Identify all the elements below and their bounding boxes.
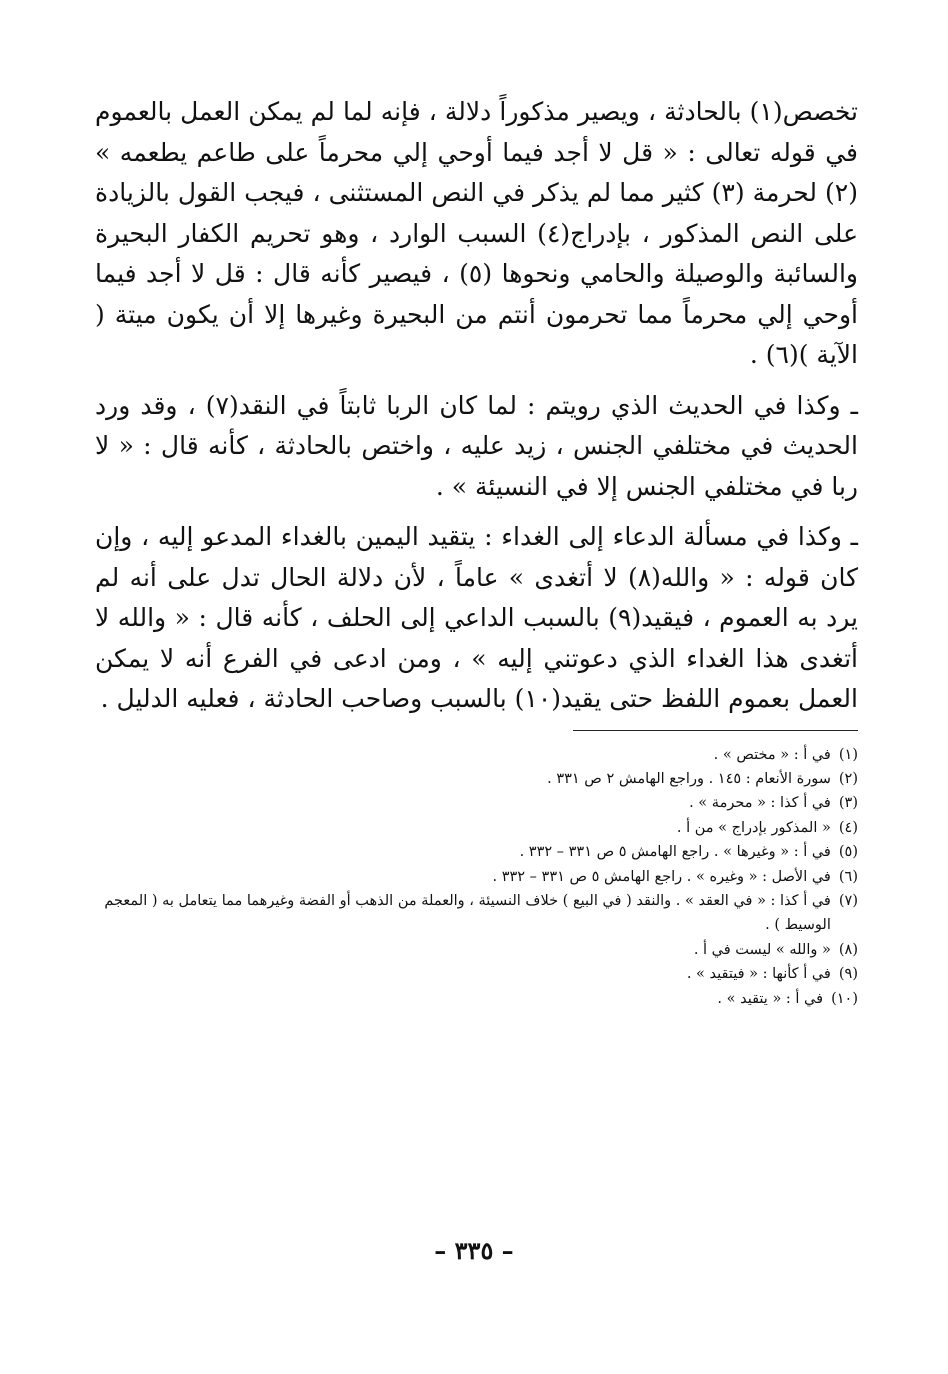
footnote-7	[95, 889, 858, 938]
footnote-separator	[573, 730, 858, 731]
footnote-number: (١)	[838, 746, 858, 763]
footnote-text: في الأصل : « وغيره » . راجع الهامش ٥ ص ٣٣١ – ٣٣٢ .	[492, 868, 831, 885]
footnote-number: (٤)	[838, 819, 858, 836]
footnote-10	[95, 987, 858, 1011]
footnote-2	[95, 767, 858, 791]
footnote-number: (٩)	[838, 966, 858, 983]
footnote-text: في أ كذا : « محرمة » .	[689, 795, 831, 812]
footnote-text: في أ : « مختص » .	[713, 746, 831, 763]
footnote-text: في أ كذا : « في العقد » . والنقد ( في البيع ) خلاف النسيئة ، والعملة من الذهب أو الفضة وغيرهما مما يتعامل به ( المعجم الوسيط ) .	[104, 892, 831, 934]
footnote-text: في أ : « يتقيد » .	[717, 990, 824, 1007]
footnote-number: (٨)	[838, 941, 858, 958]
footnote-3	[95, 791, 858, 815]
footnotes	[95, 743, 858, 1011]
footnote-4	[95, 816, 858, 840]
footnote-number: (٧)	[838, 892, 858, 909]
footnote-5	[95, 840, 858, 864]
footnote-text: سورة الأنعام : ١٤٥ . وراجع الهامش ٢ ص ٣٣١ .	[547, 770, 831, 787]
footnote-number: (١٠)	[831, 990, 858, 1007]
footnote-text: في أ كأنها : « فيتقيد » .	[686, 966, 831, 983]
footnote-9	[95, 962, 858, 986]
footnote-number: (٢)	[838, 770, 858, 787]
page-content	[95, 92, 858, 1011]
page-number: – ٣٣٥ –	[434, 1236, 514, 1265]
body-paragraph-3: ـ وكذا في مسألة الدعاء إلى الغداء : يتقيد اليمين بالغداء المدعو إليه ، وإن كان قوله : « والله(٨) لا أتغدى » عاماً ، لأن دلالة الحال تدل على أنه لم يرد به العموم ، فيقيد(٩) بالسبب الداعي إلى الحلف ، كأنه قال : « والله لا أتغدى هذا الغداء الذي دعوتني إليه » ، ومن ادعى في الفرع أنه لا يمكن العمل بعموم اللفظ حتى يقيد(١٠) بالسبب وصاحب الحادثة ، فعليه الدليل .	[95, 522, 858, 713]
footnote-number: (٣)	[838, 795, 858, 812]
footnote-text: في أ : « وغيرها » . راجع الهامش ٥ ص ٣٣١ – ٣٣٢ .	[519, 844, 831, 861]
footnote-text: « والله » ليست في أ .	[693, 941, 831, 958]
footnote-text: « المذكور بإدراج » من أ .	[676, 819, 831, 836]
footnote-number: (٦)	[838, 868, 858, 885]
footnote-1	[95, 743, 858, 767]
body-paragraph-2: ـ وكذا في الحديث الذي رويتم : لما كان الربا ثابتاً في النقد(٧) ، وقد ورد الحديث في مختلفي الجنس ، زيد عليه ، واختص بالحادثة ، كأنه قال : « لا ربا في مختلفي الجنس إلا في النسيئة » .	[95, 390, 858, 501]
footnote-6	[95, 865, 858, 889]
body-paragraph-1: تخصص(١) بالحادثة ، ويصير مذكوراً دلالة ، فإنه لما لم يمكن العمل بالعموم في قوله تعالى : « قل لا أجد فيما أوحي إلي محرماً على طاعم يطعمه » (٢) لحرمة (٣) كثير مما لم يذكر في النص المستثنى ، فيجب القول بالزيادة على النص المذكور ، بإدراج(٤) السبب الوارد ، وهو تحريم الكفار البحيرة والسائبة والوصيلة والحامي ونحوها (٥) ، فيصير كأنه قال : قل لا أجد فيما أوحي إلي محرماً مما تحرمون أنتم من البحيرة وغيرها إلا أن يكون ميتة ( الآية )(٦) .	[95, 97, 858, 369]
footnote-number: (٥)	[838, 844, 858, 861]
footnote-8	[95, 938, 858, 962]
